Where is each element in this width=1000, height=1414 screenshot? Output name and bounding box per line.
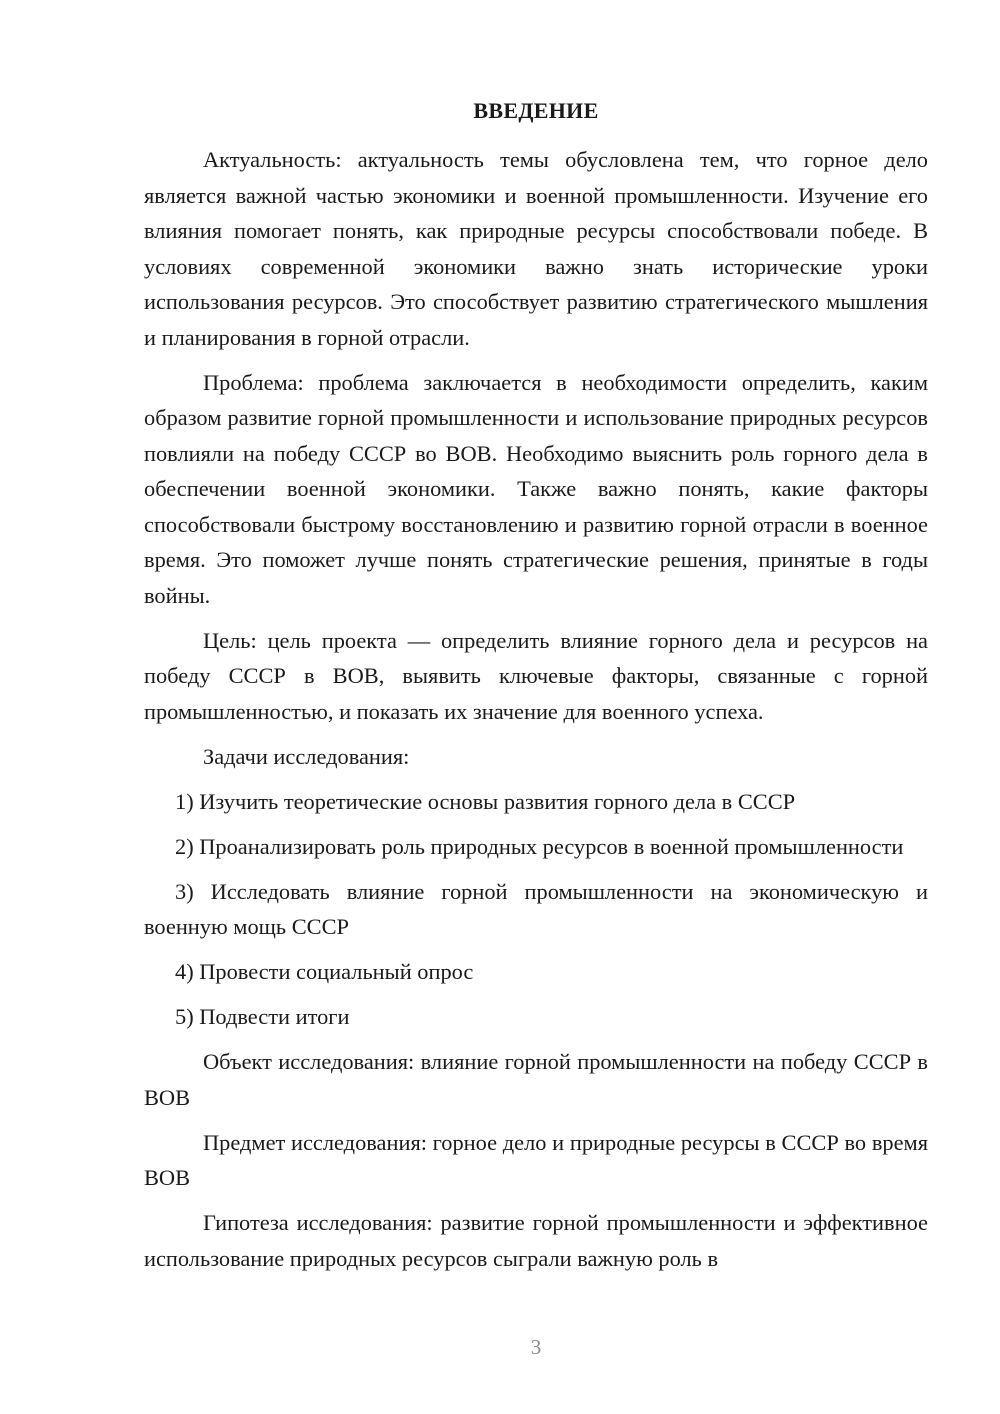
- task-item-2: 2) Проанализировать роль природных ресурсов в военной промышленности: [175, 833, 904, 859]
- paragraph-object: Объект исследования: влияние горной промышленности на победу СССР в ВОВ: [144, 1049, 928, 1110]
- page-title: ВВЕДЕНИЕ: [473, 98, 599, 123]
- paragraph-relevance: Актуальность: актуальность темы обусловлена тем, что горное дело является важной частью экономики и военной промышленности. Изучение его влияния помогает понять, как природные ресурсы способствовали победе. В условиях современной экономики важно знать исторические уроки использования ресурсов. Это способствует развитию стратегического мышления и планирования в горной отрасли.: [144, 147, 928, 350]
- paragraph-problem: Проблема: проблема заключается в необходимости определить, каким образом развитие горной промышленности и использование природных ресурсов повлияли на победу СССР во ВОВ. Необходимо выяснить роль горного дела в обеспечении военной экономики. Также важно понять, какие факторы способствовали быстрому восстановлению и развитию горной отрасли в военное время. Это поможет лучше понять стратегические решения, принятые в годы войны.: [144, 369, 928, 608]
- tasks-heading: Задачи исследования:: [203, 743, 410, 769]
- task-item-5: 5) Подвести итоги: [175, 1004, 350, 1029]
- task-item-3: 3) Исследовать влияние горной промышленности на экономическую и военную мощь СССР: [144, 878, 928, 939]
- task-item-1: 1) Изучить теоретические основы развития горного дела в СССР: [175, 788, 796, 814]
- paragraph-goal: Цель: цель проекта — определить влияние горного дела и ресурсов на победу СССР в ВОВ, выявить ключевые факторы, связанные с горной промышленностью, и показать их значение для военного успеха.: [144, 627, 928, 724]
- document-body: [144, 142, 928, 1286]
- task-item-4: 4) Провести социальный опрос: [175, 959, 474, 984]
- page-number: 3: [530, 1335, 542, 1359]
- paragraph-subject: Предмет исследования: горное дело и природные ресурсы в СССР во время ВОВ: [144, 1129, 928, 1190]
- paragraph-hypothesis: Гипотеза исследования: развитие горной промышленности и эффективное использование природных ресурсов сыграли важную роль в: [144, 1210, 928, 1271]
